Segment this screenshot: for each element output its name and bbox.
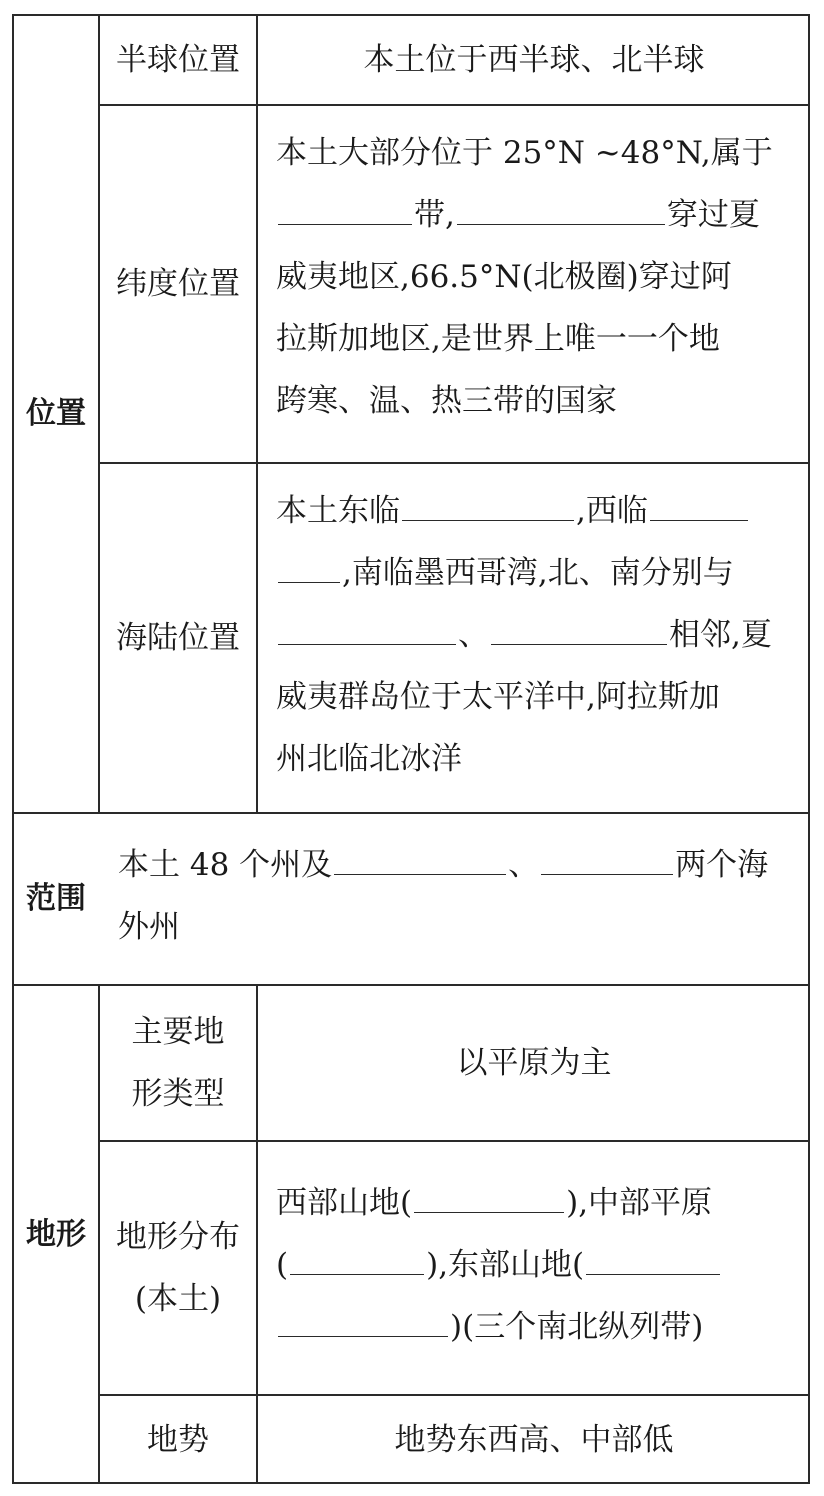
text-line: 本土 48 个州及 、 两个海 [118,834,796,896]
fill-blank[interactable] [414,1182,564,1213]
latitude-label: 纬度位置 [116,266,240,302]
fill-blank[interactable] [278,552,340,583]
position-label: 位置 [26,396,86,431]
fill-blank[interactable] [650,490,748,521]
fill-blank[interactable] [278,194,412,225]
terrain-label: 地形 [26,1217,86,1252]
geography-table [12,14,810,1484]
distribution-text [258,1142,810,1394]
latitude-text [258,106,810,462]
text-line: 本土东临 ,西临 [276,480,796,542]
text-line: 本土大部分位于 25°N ~48°N,属于 [276,135,773,171]
relief-text: 地势东西高、中部低 [394,1422,674,1458]
relief-label: 地势 [147,1422,209,1458]
landform-types-text: 以平原为主 [456,1045,612,1081]
text-line: 、 相邻,夏 [276,604,796,666]
text-line: 威夷群岛位于太平洋中,阿拉斯加 [276,679,720,715]
text-line: ,南临墨西哥湾,北、南分别与 [276,542,796,604]
text-line: 州北临北冰洋 [276,741,462,777]
fill-blank[interactable] [290,1244,424,1275]
text-line: 带, 穿过夏 [276,184,796,246]
extent-text [100,814,810,984]
fill-blank[interactable] [278,1306,448,1337]
fill-blank[interactable] [334,844,506,875]
text-line: 西部山地( ),中部平原 [276,1172,796,1234]
fill-blank[interactable] [586,1244,720,1275]
sea-land-label: 海陆位置 [116,620,240,656]
text-line: )(三个南北纵列带) [276,1296,796,1358]
sea-land-text [258,464,810,812]
hemisphere-text: 本土位于西半球、北半球 [363,42,705,78]
fill-blank[interactable] [278,614,456,645]
fill-blank[interactable] [402,490,574,521]
fill-blank[interactable] [541,844,673,875]
distribution-label: 地形分布 (本土) [116,1219,240,1317]
fill-blank[interactable] [491,614,667,645]
text-line: 威夷地区,66.5°N(北极圈)穿过阿 [276,259,732,295]
text-line: 拉斯加地区,是世界上唯一一个地 [276,321,720,357]
text-line: 跨寒、温、热三带的国家 [276,383,617,419]
extent-label: 范围 [26,881,86,916]
landform-types-label: 主要地 形类型 [131,1014,225,1112]
fill-blank[interactable] [457,194,665,225]
text-line: 外州 [118,909,180,945]
text-line: ( ),东部山地( [276,1234,796,1296]
hemisphere-label: 半球位置 [116,42,240,78]
